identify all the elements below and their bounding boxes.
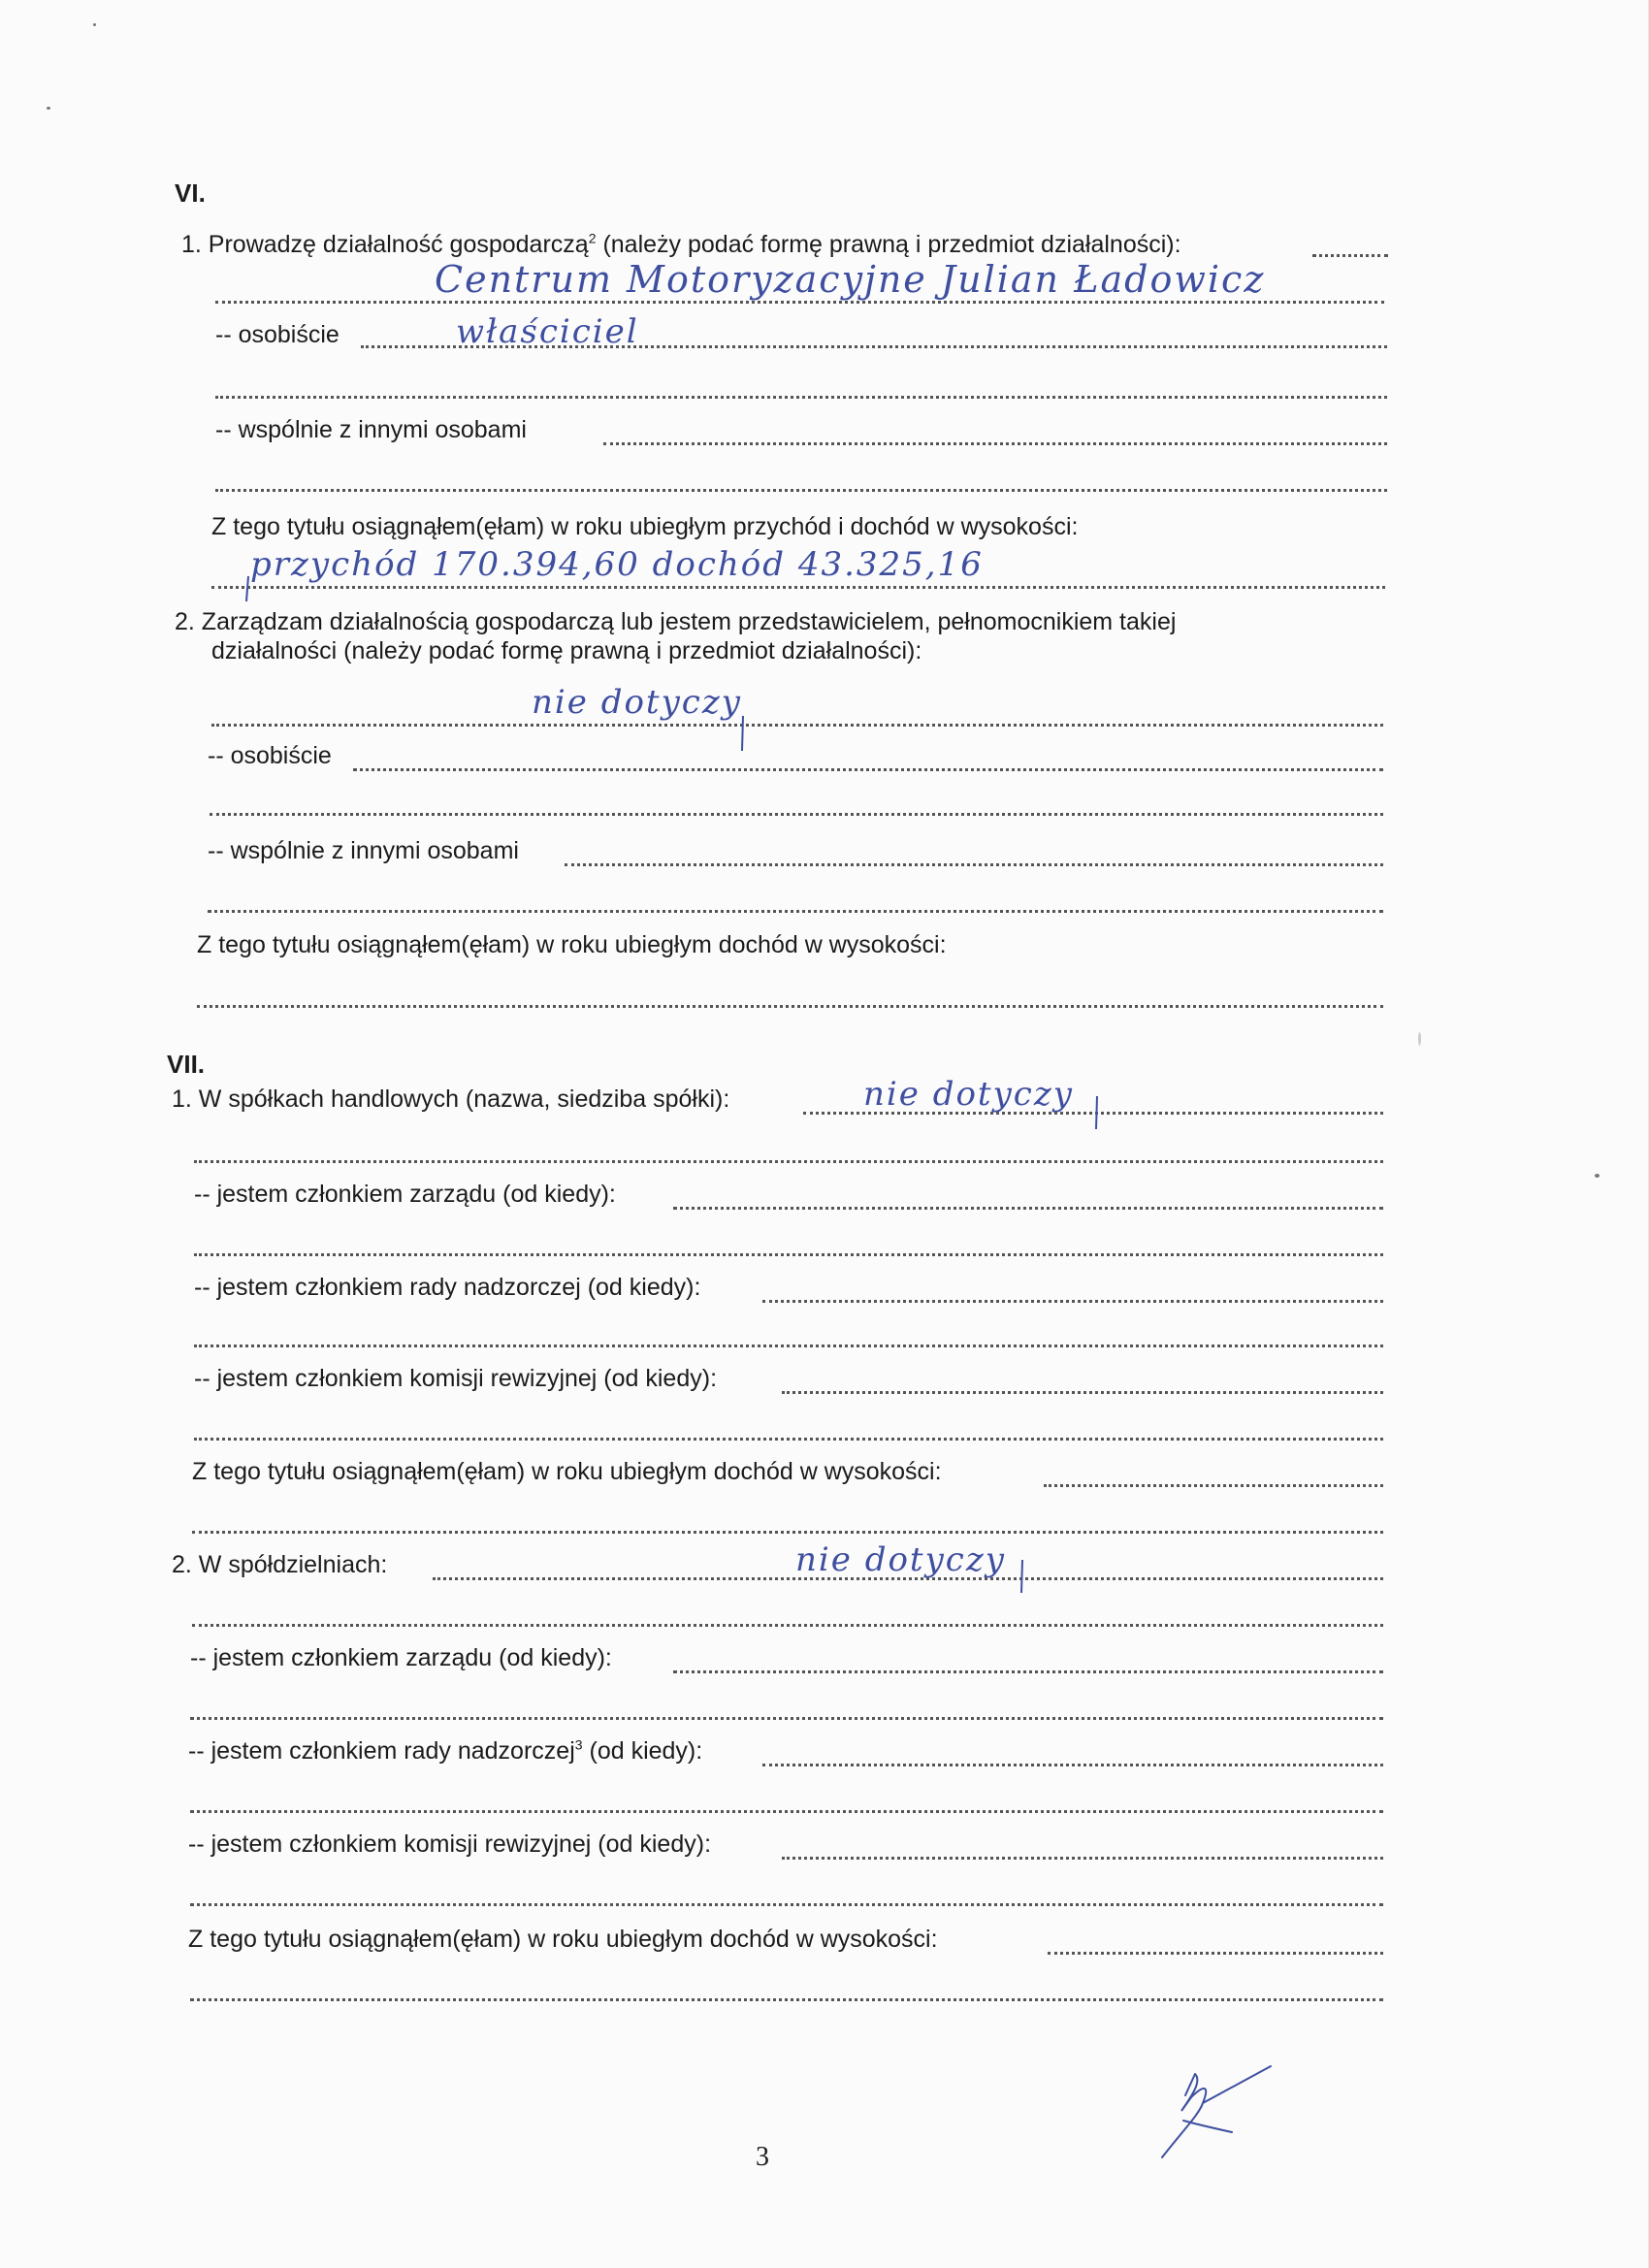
vii-item2-blank-line-4 [190, 1899, 1383, 1906]
pen-tick [737, 714, 749, 753]
vii-item2-rada-line [762, 1760, 1383, 1766]
vi-item1-income-label: Z tego tytułu osiągnąłem(ęłam) w roku ubiegłym przychód i dochód w wysokości: [211, 513, 1079, 540]
scan-speck [1595, 1174, 1600, 1178]
vi-item2-income-line [197, 1001, 1383, 1008]
vii-item1-blank-line-3 [194, 1341, 1383, 1347]
vii-item1-blank-line-1 [194, 1156, 1383, 1163]
vi-item2-osobiscie-line [353, 764, 1383, 771]
vi-item1-dotted-line [1312, 250, 1388, 257]
vi-item1-blank-line-1 [215, 392, 1387, 399]
scan-speck [93, 23, 96, 26]
vii-item1-handwritten-answer: nie dotyczy [863, 1075, 1074, 1114]
vii-item1-income-label: Z tego tytułu osiągnąłem(ęłam) w roku ubiegłym dochód w wysokości: [192, 1458, 942, 1485]
vii-item2-komisja-line [782, 1853, 1383, 1860]
vii-item2-komisja-label: -- jestem członkiem komisji rewizyjnej (od kiedy): [188, 1831, 712, 1858]
vi-item2-answer-line [211, 720, 1383, 727]
vii-item1-income-line [1044, 1480, 1383, 1487]
vi-item1-osobiscie-label: -- osobiście [215, 321, 340, 348]
vii-item2-blank-line-2 [190, 1713, 1383, 1720]
vii-item1-zarzad-line [673, 1203, 1383, 1210]
vi-item1-wspolnie-label: -- wspólnie z innymi osobami [215, 416, 527, 443]
vi-item1-handwritten-answer: Centrum Motoryzacyjne Julian Ładowicz [435, 258, 1266, 301]
vii-item2-income-label: Z tego tytułu osiągnąłem(ęłam) w roku ubiegłym dochód w wysokości: [188, 1926, 938, 1953]
vi-item2-label-line2: działalności (należy podać formę prawną i przedmiot działalności): [211, 637, 922, 664]
scan-speck [1418, 1032, 1421, 1046]
vii-item2-zarzad-label: -- jestem członkiem zarządu (od kiedy): [190, 1644, 612, 1671]
section-vii-heading: VII. [167, 1050, 206, 1079]
vii-item2-blank-line-1 [192, 1620, 1383, 1627]
section-vi-heading: VI. [175, 178, 206, 208]
vi-item2-handwritten-answer: nie dotyczy [532, 683, 742, 722]
vii-item2-blank-line-5 [190, 1994, 1383, 2001]
scan-speck [47, 107, 50, 110]
vii-item2-label: 2. W spółdzielniach: [172, 1551, 388, 1578]
vii-item1-blank-line-4 [194, 1434, 1383, 1441]
signature-scribble [1135, 2057, 1300, 2173]
vii-item2-blank-line-3 [190, 1806, 1383, 1813]
vii-item1-zarzad-label: -- jestem członkiem zarządu (od kiedy): [194, 1181, 616, 1208]
vi-item2-income-label: Z tego tytułu osiągnąłem(ęłam) w roku ubiegłym dochód w wysokości: [197, 931, 947, 958]
vi-item2-wspolnie-line [565, 859, 1383, 866]
vii-item1-rada-label: -- jestem członkiem rady nadzorczej (od kiedy): [194, 1274, 701, 1301]
vii-item2-income-line [1048, 1948, 1383, 1955]
vii-item1-komisja-label: -- jestem członkiem komisji rewizyjnej (od kiedy): [194, 1365, 718, 1392]
vi-item1-label: 1. Prowadzę działalność gospodarczą$^2$ (należy podać formę prawną i przedmiot działalności): [181, 230, 1181, 258]
vi-item1-income-handwritten: przychód 170.394,60 dochód 43.325,16 [250, 545, 984, 584]
vii-item1-rada-line [762, 1296, 1383, 1303]
vi-item2-wspolnie-label: -- wspólnie z innymi osobami [208, 837, 519, 864]
pen-tick [1091, 1094, 1103, 1133]
vii-item1-label: 1. W spółkach handlowych (nazwa, siedziba spółki): [172, 1085, 730, 1113]
vii-item1-blank-line-5 [192, 1527, 1383, 1534]
vi-item1-blank-line-2 [215, 485, 1387, 492]
vii-item1-komisja-line [782, 1387, 1383, 1394]
pen-tick [1017, 1558, 1028, 1597]
vi-item2-blank-line-2 [208, 906, 1383, 913]
vi-item1-wspolnie-line [603, 438, 1387, 445]
vi-item2-osobiscie-label: -- osobiście [208, 742, 332, 769]
page-number: 3 [756, 2142, 769, 2172]
vi-item2-label-line1: 2. Zarządzam działalnością gospodarczą lub jestem przedstawicielem, pełnomocnikiem takiej [175, 608, 1177, 635]
pen-tick [242, 574, 254, 603]
vi-item1-osobiscie-handwritten: właściciel [456, 312, 639, 351]
vii-item1-blank-line-2 [194, 1249, 1383, 1256]
vii-item2-handwritten-answer: nie dotyczy [795, 1540, 1006, 1579]
vii-item2-rada-label: -- jestem członkiem rady nadzorczej$^3$ (od kiedy): [188, 1736, 703, 1765]
vii-item2-zarzad-line [673, 1667, 1383, 1673]
vi-item2-blank-line-1 [210, 809, 1383, 816]
